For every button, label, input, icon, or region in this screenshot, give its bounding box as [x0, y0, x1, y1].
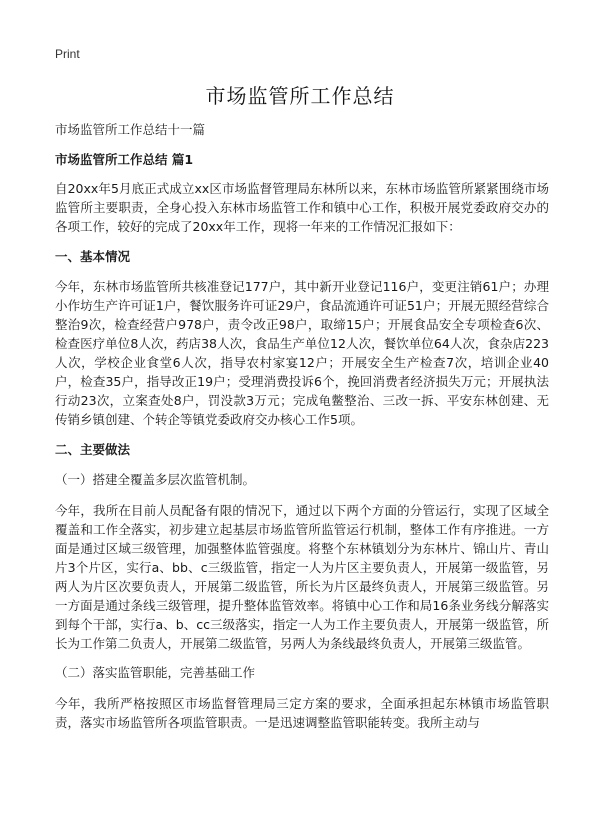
section-heading-main-practices: 二、主要做法 — [55, 442, 131, 457]
section-heading-basic-info: 一、基本情况 — [55, 249, 131, 264]
article-title: 市场监管所工作总结 篇1 — [55, 152, 194, 167]
duties-paragraph: 今年，我所严格按照区市场监督管理局三定方案的要求，全面承担起东林镇市场监管职责，落实市场监管所各项监管职责。一是迅速调整监管职能转变。我所主动与 — [55, 696, 549, 730]
document-body — [55, 120, 549, 738]
document-title: 市场监管所工作总结 — [205, 84, 395, 108]
document-subtitle: 市场监管所工作总结十一篇 — [55, 122, 206, 137]
mechanism-paragraph: 今年，我所在目前人员配备有限的情况下，通过以下两个方面的分管运行，实现了区域全覆盖和工作全落实，初步建立起基层市场监管所监管运行机制，整体工作有序推进。一方面是通过区域三级管理，加强整体监管强度。将整个东林镇划分为东林片、锦山片、青山片3个片区，实行a、bb、c三级监管，指定一人为片区主要负责人，开展第一级监管，另两人为片区次要负责人，开展第二级监管，所长为片区最终负责人，开展第三级监管。另一方面是通过条线三级管理，提升整体监管效率。将镇中心工作和局16条业务线分解落实到每个干部，实行a、b、cc三级落实，指定一人为工作主要负责人，开展第一级监管，所长为工作第二负责人，开展第二级监管，另两人为条线最终负责人，开展第三级监管。 — [55, 503, 549, 651]
intro-paragraph: 自20xx年5月底正式成立xx区市场监督管理局东林所以来，东林市场监管所紧紧围绕市场监管所主要职责，全身心投入东林市场监管工作和镇中心工作，积极开展党委政府交办的各项工作，较好的完成了20xx年工作，现将一年来的工作情况汇报如下： — [55, 181, 549, 234]
subsection-heading-duties: （二）落实监管职能，完善基础工作 — [55, 665, 256, 680]
print-link[interactable]: Print — [55, 47, 80, 61]
subsection-heading-mechanism: （一）搭建全覆盖多层次监管机制。 — [55, 472, 256, 487]
basic-info-paragraph: 今年，东林市场监管所共核准登记177户，其中新开业登记116户，变更注销61户；办理小作坊生产许可证1户，餐饮服务许可证29户，食品流通许可证51户；开展无照经营综合整治9次，检查经营户978户，责令改正98户，取缔15户；开展食品安全专项检查6次、检查医疗单位8人次，药店38人次，食品生产单位12人次，餐饮单位64人次，食杂店223人次，学校企业食堂6人次，指导农村家宴12户；开展安全生产检查7次，培训企业40户，检查35户，指导改正19户；受理消费投诉6个，挽回消费者经济损失万元；开展执法行动23次，立案查处8户，罚没款3万元；完成龟鳖整治、三改一拆、平安东林创建、无传销乡镇创建、个转企等镇党委政府交办核心工作5项。 — [55, 279, 549, 427]
